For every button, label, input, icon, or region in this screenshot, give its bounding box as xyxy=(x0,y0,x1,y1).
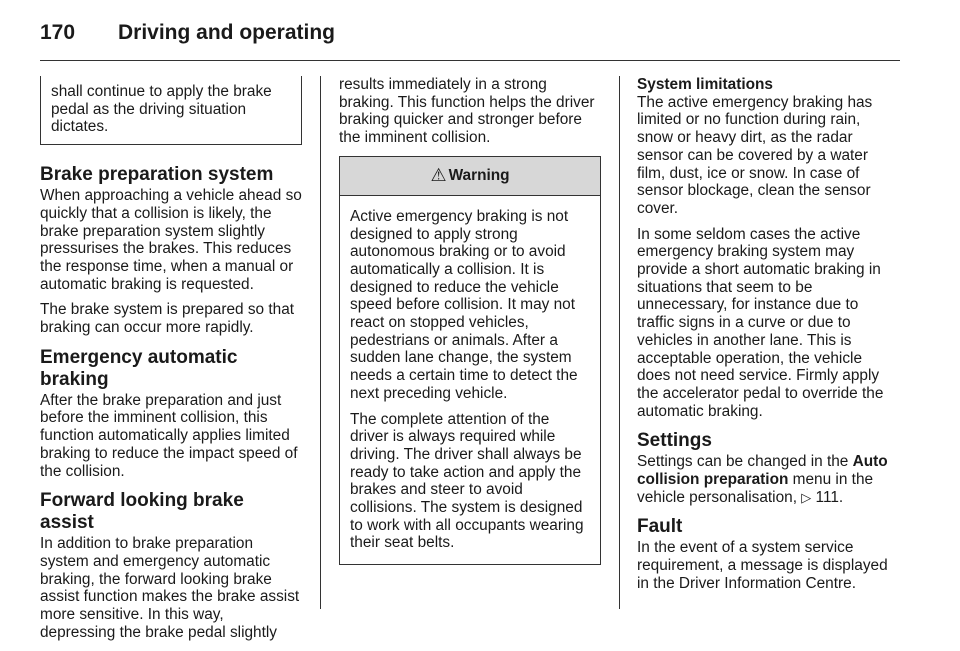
section-brake-preparation xyxy=(40,164,302,337)
reference-page: 111. xyxy=(811,488,844,506)
warning-paragraph: Active emergency braking is not designed to apply strong autonomous braking or to avoid automatically a collision. It is designed to reduce the vehicle speed before collision. It may not react on stopped vehicles, pedestrians or animals. After a sudden lane change, the system needs a certain time to detect the next preceding vehicle. xyxy=(350,207,578,402)
warning-triangle-icon: ⚠ xyxy=(430,164,447,185)
settings-text: menu in the vehicle personalisation, xyxy=(637,471,874,506)
section-heading: Brake preparation system xyxy=(40,164,274,186)
paragraph: In addition to brake preparation system and emergency automatic braking, the forward looking brake assist function makes the brake assist more sensitive. In this way, depressing the brake pedal slightly xyxy=(40,535,300,641)
warning-body xyxy=(340,196,600,564)
section-heading: Emergency automatic braking xyxy=(40,346,238,390)
paragraph xyxy=(637,453,899,506)
menu-name: Auto collision preparation xyxy=(637,453,888,489)
paragraph: The active emergency braking has limited or no function during rain, snow or heavy dirt, as the radar sensor can be covered by a water film, dust, ice or snow. In case of sensor blockage, clean the sensor cover. xyxy=(637,93,873,217)
warning-paragraph: The complete attention of the driver is always required while driving. The driver shall always be ready to take action and apply the brakes and steer to avoid collisions. The system is designed to work with all occupants wearing their seat belts. xyxy=(350,410,584,552)
chapter-title: Driving and operating xyxy=(118,21,336,44)
paragraph: results immediately in a strong braking. This function helps the driver braking quicker and stronger before the imminent collision. xyxy=(339,76,595,147)
paragraph: In the event of a system service requirement, a message is displayed in the Driver Information Centre. xyxy=(637,539,888,592)
paragraph: The brake system is prepared so that braking can occur more rapidly. xyxy=(40,301,295,337)
header-divider xyxy=(40,60,900,61)
continued-text: shall continue to apply the brake pedal as the driving situation dictates. xyxy=(51,83,272,136)
section-heading: Settings xyxy=(637,430,712,452)
column-1 xyxy=(40,76,302,651)
paragraph: After the brake preparation and just before the imminent collision, this function automatically applies limited braking to reduce the impact speed of the collision. xyxy=(40,391,298,480)
section-heading: Fault xyxy=(637,516,683,538)
warning-title: Warning xyxy=(448,166,510,184)
section-heading: Forward looking brake assist xyxy=(40,490,244,534)
paragraph: In some seldom cases the active emergency braking system may provide a short automatic braking in situations that seem to be unnecessary, for instance due to traffic signs in a curve or due to vehicles in another lane. This is acceptable operation, the vehicle does not need service. Firmly apply the accelerator pedal to override the automatic braking. xyxy=(637,225,884,420)
warning-box xyxy=(339,156,601,565)
warning-title-bar xyxy=(340,157,600,196)
section-heading: System limitations xyxy=(637,76,773,93)
page-header xyxy=(40,18,900,48)
page-number: 170 xyxy=(40,21,76,44)
section-emergency-braking xyxy=(40,347,302,481)
column-2 xyxy=(339,76,601,565)
section-settings xyxy=(637,430,899,506)
column-3 xyxy=(637,76,899,603)
column-divider-1 xyxy=(320,76,321,609)
section-fault xyxy=(637,516,899,592)
section-forward-brake-assist xyxy=(40,490,302,641)
column-divider-2 xyxy=(619,76,620,609)
paragraph: When approaching a vehicle ahead so quickly that a collision is likely, the brake preparation system slightly pressurises the brakes. This reduces the response time, when a manual or automatic braking is requested. xyxy=(40,187,302,293)
continued-warning-box xyxy=(40,76,302,145)
settings-text: Settings can be changed in the xyxy=(637,453,853,471)
page-reference-icon: ▷ xyxy=(801,489,812,505)
section-system-limitations xyxy=(637,76,899,420)
